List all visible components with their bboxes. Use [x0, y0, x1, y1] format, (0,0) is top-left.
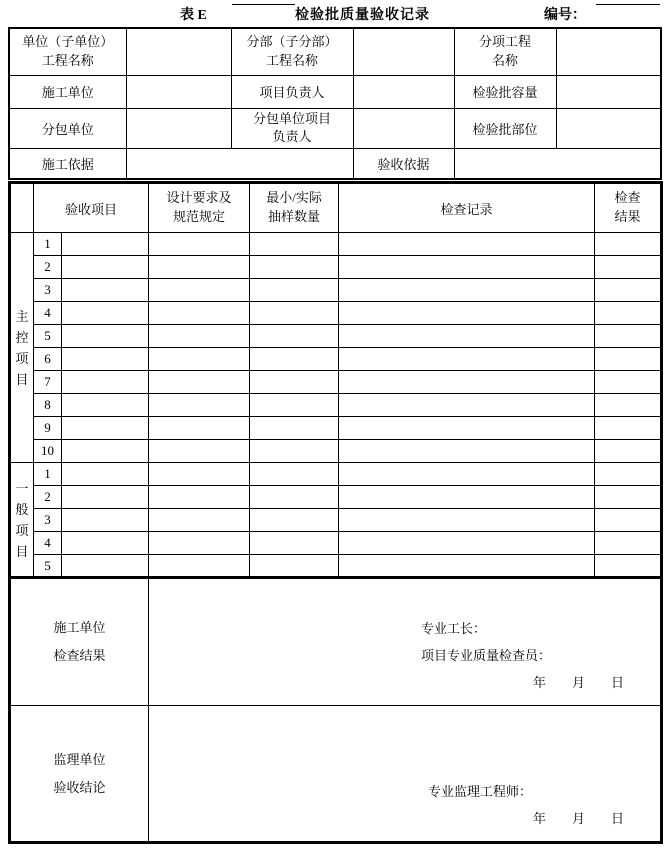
item-project-value [556, 28, 661, 75]
title-blank-underline [232, 4, 295, 5]
construction-signature-block [151, 615, 658, 704]
acceptance-item-cell [62, 417, 149, 440]
design-requirement-cell [149, 394, 250, 417]
inspection-record-cell [339, 279, 595, 302]
project-info-table [8, 27, 662, 180]
supervision-signature-block [151, 778, 658, 840]
main-item-row [10, 325, 662, 348]
sampling-cell [250, 371, 339, 394]
sampling-cell [250, 394, 339, 417]
sampling-cell [250, 279, 339, 302]
acceptance-item-cell [62, 371, 149, 394]
acceptance-item-cell [62, 394, 149, 417]
sampling-cell [250, 233, 339, 256]
main-control-group-label: 主 控 项 目 [10, 233, 34, 463]
item-number: 3 [34, 279, 62, 302]
info-row-project-names [9, 28, 661, 75]
inspection-result-cell [595, 440, 662, 463]
inspection-record-cell [339, 302, 595, 325]
item-number: 10 [34, 440, 62, 463]
general-item-row [10, 509, 662, 532]
design-requirement-cell [149, 486, 250, 509]
item-number: 7 [34, 371, 62, 394]
item-number: 5 [34, 325, 62, 348]
construction-check-content [149, 578, 662, 706]
info-row-subcontract [9, 108, 661, 149]
general-item-row [10, 463, 662, 486]
acceptance-basis-label: 验收依据 [353, 149, 454, 179]
design-requirement-cell [149, 555, 250, 578]
inspection-result-cell [595, 463, 662, 486]
inspection-result-cell [595, 256, 662, 279]
inspection-record-cell [339, 394, 595, 417]
inspection-record-cell [339, 233, 595, 256]
foreman-signature-line: 专业工长： [421, 621, 487, 636]
inspection-result-cell [595, 233, 662, 256]
info-row-units [9, 75, 661, 108]
info-row-basis [9, 149, 661, 179]
acceptance-item-header: 验收项目 [34, 183, 149, 233]
inspection-record-cell [339, 440, 595, 463]
division-project-value [353, 28, 454, 75]
construction-check-row [10, 578, 662, 706]
acceptance-item-cell [62, 463, 149, 486]
subcontract-manager-label: 分包单位项目 负责人 [231, 108, 353, 149]
project-manager-value [353, 75, 454, 108]
construction-date-line: 年 月 日 [533, 675, 625, 690]
general-item-row [10, 532, 662, 555]
sampling-cell [250, 486, 339, 509]
unit-project-value [126, 28, 231, 75]
main-item-row [10, 417, 662, 440]
inspection-record-cell [339, 417, 595, 440]
general-item-row [10, 486, 662, 509]
supervision-engineer-signature-line: 专业监理工程师： [428, 784, 533, 799]
acceptance-item-cell [62, 509, 149, 532]
acceptance-item-cell [62, 532, 149, 555]
acceptance-item-cell [62, 555, 149, 578]
batch-capacity-value [556, 75, 661, 108]
inspection-result-cell [595, 279, 662, 302]
sampling-cell [250, 440, 339, 463]
design-requirement-header: 设计要求及 规范规定 [149, 183, 250, 233]
main-item-row [10, 302, 662, 325]
item-number: 8 [34, 394, 62, 417]
acceptance-item-cell [62, 486, 149, 509]
division-project-label: 分部（子分部） 工程名称 [231, 28, 353, 75]
sampling-cell [250, 463, 339, 486]
inspection-record-cell [339, 256, 595, 279]
inspection-record-cell [339, 509, 595, 532]
main-item-row [10, 348, 662, 371]
inspection-record-cell [339, 532, 595, 555]
sampling-cell [250, 532, 339, 555]
construction-unit-label: 施工单位 [9, 75, 126, 108]
main-item-row [10, 440, 662, 463]
inspection-result-cell [595, 486, 662, 509]
construction-basis-value [126, 149, 353, 179]
construction-unit-value [126, 75, 231, 108]
design-requirement-cell [149, 417, 250, 440]
design-requirement-cell [149, 302, 250, 325]
construction-basis-label: 施工依据 [9, 149, 126, 179]
inspection-result-cell [595, 394, 662, 417]
main-item-row [10, 394, 662, 417]
general-group-label: 一 般 项 目 [10, 463, 34, 578]
item-number: 4 [34, 302, 62, 325]
acceptance-item-cell [62, 440, 149, 463]
quality-inspector-signature-line: 项目专业质量检查员： [421, 648, 552, 663]
sampling-cell [250, 417, 339, 440]
form-code: 表 E [180, 8, 207, 23]
items-header-row [10, 183, 662, 233]
sampling-cell [250, 256, 339, 279]
sampling-header: 最小/实际 抽样数量 [250, 183, 339, 233]
inspection-result-header: 检查 结果 [595, 183, 662, 233]
design-requirement-cell [149, 371, 250, 394]
inspection-record-cell [339, 371, 595, 394]
form-number-label: 编号： [544, 8, 586, 23]
acceptance-basis-value [454, 149, 661, 179]
acceptance-item-cell [62, 302, 149, 325]
inspection-result-cell [595, 509, 662, 532]
inspection-record-cell [339, 555, 595, 578]
item-number: 4 [34, 532, 62, 555]
design-requirement-cell [149, 279, 250, 302]
batch-capacity-label: 检验批容量 [454, 75, 556, 108]
inspection-result-cell [595, 417, 662, 440]
item-number: 1 [34, 463, 62, 486]
design-requirement-cell [149, 325, 250, 348]
item-number: 3 [34, 509, 62, 532]
inspection-result-cell [595, 555, 662, 578]
inspection-record-cell [339, 463, 595, 486]
inspection-record-cell [339, 348, 595, 371]
form-number-underline [596, 4, 660, 5]
item-number: 1 [34, 233, 62, 256]
design-requirement-cell [149, 256, 250, 279]
design-requirement-cell [149, 440, 250, 463]
inspection-record-cell [339, 486, 595, 509]
main-item-row [10, 279, 662, 302]
design-requirement-cell [149, 463, 250, 486]
unit-project-label: 单位（子单位） 工程名称 [9, 28, 126, 75]
acceptance-item-cell [62, 233, 149, 256]
inspection-result-cell [595, 532, 662, 555]
acceptance-item-cell [62, 325, 149, 348]
main-item-row [10, 256, 662, 279]
batch-location-value [556, 108, 661, 149]
batch-location-label: 检验批部位 [454, 108, 556, 149]
subcontract-unit-value [126, 108, 231, 149]
design-requirement-cell [149, 532, 250, 555]
items-header-corner [10, 183, 34, 233]
supervision-conclusion-row [10, 706, 662, 843]
sampling-cell [250, 325, 339, 348]
sampling-cell [250, 302, 339, 325]
design-requirement-cell [149, 509, 250, 532]
inspection-result-cell [595, 348, 662, 371]
inspection-result-cell [595, 371, 662, 394]
inspection-record-header: 检查记录 [339, 183, 595, 233]
sampling-cell [250, 509, 339, 532]
sampling-cell [250, 348, 339, 371]
inspection-result-cell [595, 302, 662, 325]
item-number: 9 [34, 417, 62, 440]
acceptance-item-cell [62, 348, 149, 371]
form-title-bar [0, 0, 668, 27]
item-number: 2 [34, 486, 62, 509]
inspection-record-cell [339, 325, 595, 348]
inspection-items-table [8, 181, 663, 844]
acceptance-item-cell [62, 279, 149, 302]
item-number: 5 [34, 555, 62, 578]
item-project-label: 分项工程 名称 [454, 28, 556, 75]
inspection-result-cell [595, 325, 662, 348]
supervision-date-line: 年 月 日 [533, 811, 625, 826]
main-item-row [10, 233, 662, 256]
subcontract-manager-value [353, 108, 454, 149]
acceptance-item-cell [62, 256, 149, 279]
form-title: 检验批质量验收记录 [295, 8, 430, 23]
general-item-row [10, 555, 662, 578]
main-item-row [10, 371, 662, 394]
supervision-conclusion-content [149, 706, 662, 843]
design-requirement-cell [149, 233, 250, 256]
item-number: 6 [34, 348, 62, 371]
design-requirement-cell [149, 348, 250, 371]
subcontract-unit-label: 分包单位 [9, 108, 126, 149]
sampling-cell [250, 555, 339, 578]
project-manager-label: 项目负责人 [231, 75, 353, 108]
construction-check-label: 施工单位 检查结果 [10, 578, 149, 706]
item-number: 2 [34, 256, 62, 279]
supervision-conclusion-label: 监理单位 验收结论 [10, 706, 149, 843]
